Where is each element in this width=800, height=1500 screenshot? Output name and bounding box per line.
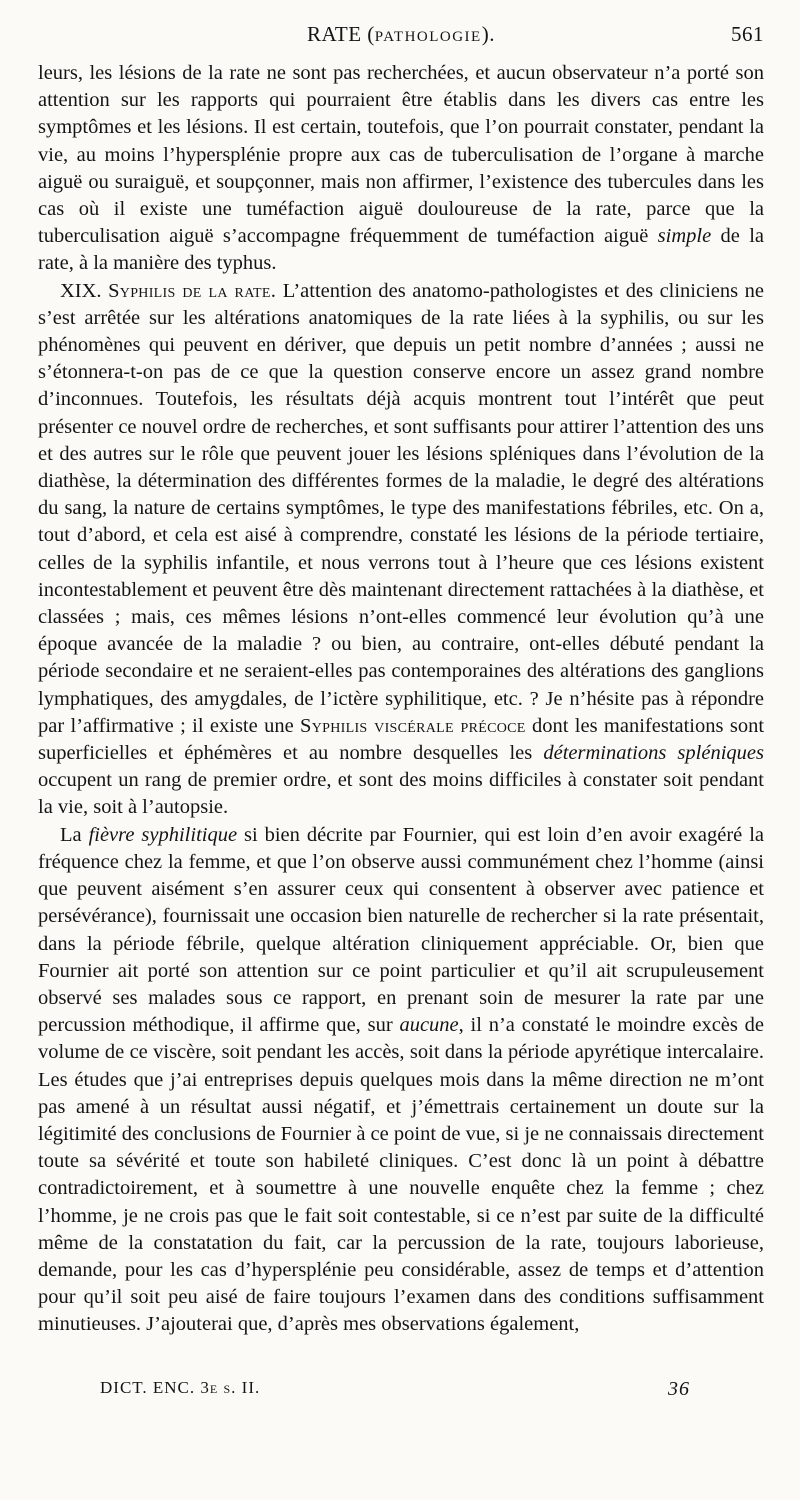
paragraph-1 [38,60,764,278]
p3-text-b: , il n’a constaté le moindre excès de volume de ce viscère, soit pendant les accès, soit dans la période apyrétique intercalaire. Les études que j’ai entreprises depuis quelques mois dans la même direction ne m’ont pas amené à un résultat aussi négatif, et j’émettrais certainement un doute sur la légitimité des conclusions de Fournier à ce point de vue, si je ne connaissais directement toute sa sévérité et toute son habileté cliniques. C’est donc là un point à débattre contradictoirement, et à soumettre à une nouvelle enquête chez la femme ; chez l’homme, je ne crois pas que le fait soit contestable, si ce n’est par suite de la difficulté même de la constatation du fait, car la percussion de la rate, toujours laborieuse, demande, pour les cas d’hypersplénie peu considérable, assez de temps et d’attention pour qu’il soit peu aisé de faire toujours l’examen dans des conditions suffisamment minutieuses. J’ajouterai que, d’après mes observations également, [38,1014,765,1336]
section-numeral: XIX. [60,279,102,302]
p2-text-c: occupent un rang de premier ordre, et sont des moins difficiles à constater soit pendant la vie, soit à l’autopsie. [38,769,764,819]
p3-emphasis-2: aucune [399,1014,459,1037]
p3-text-a: si bien décrite par Fournier, qui est loin d’en avoir exagéré la fréquence chez la femme, et que l’on observe aussi communément chez l’homme (ainsi que peuvent aisément s’en assurer ceux qui consentent à observer avec patience et persévérance), fournissait une occasion bien naturelle de rechercher si la rate présentait, dans la période fébrile, quelque altération cliniquement appréciable. Or, bien que Fournier ait porté son attention sur ce point particulier et qu’il ait scrupuleusement observé ses malades sous ce rapport, en prenant soin de mesurer la rate par une percussion méthodique, il affirme que, sur [38,823,765,1037]
running-header [38,22,764,52]
title-small-caps: pathologie [374,22,482,46]
p3-emphasis-1: fièvre syphilitique [88,823,238,846]
sheet-number: 36 [668,1378,690,1400]
title-main: RATE ( [307,22,375,46]
running-title [38,22,764,47]
body-text [38,60,764,1339]
p3-text-start: La [60,823,89,846]
paragraph-2 [38,278,764,822]
paragraph-3 [38,822,764,1339]
p2-small-caps-term: Syphilis viscérale précoce [300,714,526,737]
p1-emphasis: simple [657,225,712,248]
p2-text-a: L’attention des anatomo-pathologistes et des cliniciens ne s’est arrêtée sur les altérations anatomiques de la rate liées à la syphilis, ou sur les phénomènes qui peuvent en dériver, que depuis un petit nombre d’années ; aussi ne s’étonnera-t-on pas de ce que la question conserve encore un assez grand nombre d’inconnues. Toutefois, les résultats déjà acquis montrent tout l’intérêt que peut présenter ce nouvel ordre de recherches, et sont suffisants pour attirer l’attention des uns et des autres sur le rôle que peuvent jouer les lésions spléniques dans l’évolution de la diathèse, la détermination des différentes formes de la maladie, le degré des altérations du sang, la nature de certains symptômes, le type des manifestations fébriles, etc. On a, tout d’abord, et cela est aisé à comprendre, constaté les lésions de la période tertiaire, celles de la syphilis infantile, et nous verrons tout à l’heure que ces lésions existent incontestablement et peuvent être dès maintenant directement rattachées à la diathèse, et classées ; mais, ces mêmes lésions n’ont-elles commencé leur évolution qu’à une époque avancée de la maladie ? ou bien, au contraire, ont-elles débuté pendant la période secondaire et ne seraient-elles pas contemporaines des altérations des ganglions lymphatiques, des amygdales, de l’ictère syphilitique, etc. ? Je n’hésite pas à répondre par l’affirmative ; il existe une [38,279,764,737]
signature-mark: DICT. ENC. 3e s. II. [100,1378,261,1397]
p2-emphasis: déterminations spléniques [543,742,764,765]
p1-text-a: leurs, les lésions de la rate ne sont pas recherchées, et aucun observateur n’a porté son attention sur les rapports qui pourraient être établis dans les divers cas entre les symptômes et les lésions. Il est certain, toutefois, que l’on pourrait constater, pendant la vie, au moins l’hypersplénie propre aux cas de tuberculisation de l’organe à marche aiguë ou suraiguë, et soupçonner, mais non affirmer, l’existence des tubercules dans les cas où il existe une tuméfaction aiguë douloureuse de la rate, parce que la tuberculisation aiguë s’accompagne fréquemment de tuméfaction aiguë [38,62,764,248]
section-heading: Syphilis de la rate. [108,279,277,302]
page-number: 561 [731,22,764,46]
p2-text-b: dont les manifestations sont superficielles et éphémères et au nombre desquelles les [38,714,765,765]
p1-text-b: de la rate, à la manière des typhus. [38,225,764,275]
title-end: ). [481,22,495,46]
